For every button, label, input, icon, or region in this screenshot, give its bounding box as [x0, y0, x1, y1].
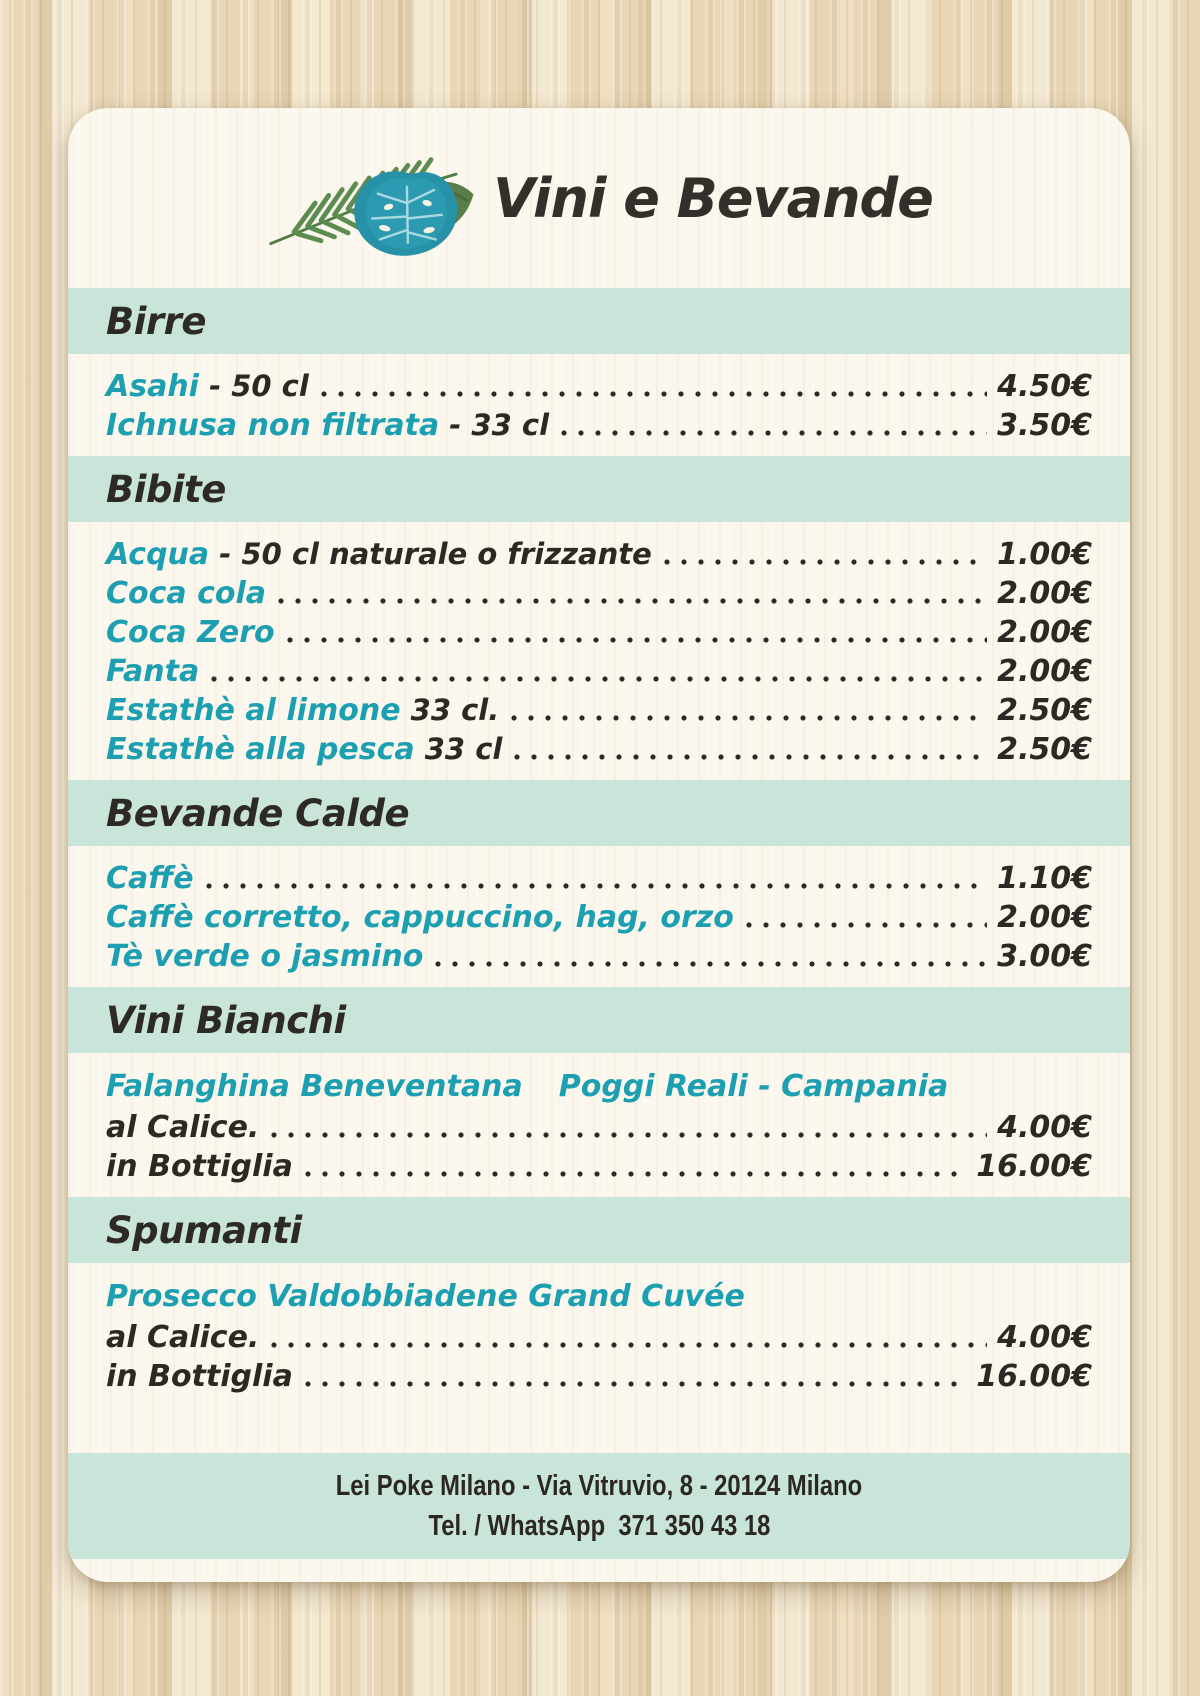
item-price: 2.00€: [997, 654, 1092, 689]
item-price: 1.10€: [997, 861, 1092, 896]
pour-price: 4.00€: [997, 1110, 1092, 1145]
menu-item-row: [106, 405, 1092, 444]
section-items-spumanti: [68, 1263, 1130, 1407]
item-price: 1.00€: [997, 537, 1092, 572]
page-title: Vini e Bevande: [493, 166, 933, 230]
footer-phone: Tel. / WhatsApp 371 350 43 18: [428, 1510, 770, 1542]
item-price: 2.00€: [997, 615, 1092, 650]
section-header-vini-bianchi: [68, 987, 1130, 1053]
dot-leader: [305, 1171, 966, 1177]
item-name: Estathè alla pesca: [106, 732, 415, 767]
section-title: Bibite: [106, 467, 226, 511]
menu-item-row: [106, 936, 1092, 975]
item-price: 4.50€: [997, 369, 1092, 404]
item-suffix: 33 cl: [414, 732, 503, 766]
menu-item-row: [106, 858, 1092, 897]
wine-name: Prosecco Valdobbiadene Grand Cuvée: [106, 1279, 745, 1314]
item-name: Estathè al limone: [106, 693, 401, 728]
dot-leader: [561, 430, 987, 436]
footer-band: [68, 1453, 1130, 1559]
item-price: 2.50€: [997, 693, 1092, 728]
menu-item-row: [106, 729, 1092, 768]
dot-leader: [664, 559, 987, 565]
dot-leader: [278, 598, 987, 604]
menu-item-row: [106, 612, 1092, 651]
item-name: Caffè: [106, 861, 194, 896]
item-price: 3.00€: [997, 939, 1092, 974]
item-suffix: - 50 cl naturale o frizzante: [209, 537, 652, 571]
wine-name-row: [106, 1065, 1092, 1107]
item-name: Acqua: [106, 537, 210, 572]
section-header-birre: [68, 288, 1130, 354]
dot-leader: [435, 961, 987, 967]
section-title: Bevande Calde: [106, 791, 410, 835]
item-name: Ichnusa non filtrata: [106, 408, 440, 443]
dot-leader: [305, 1381, 966, 1387]
menu-item-row: [106, 573, 1092, 612]
item-name: Tè verde o jasmino: [106, 939, 424, 974]
item-name: Fanta: [106, 654, 200, 689]
pour-row: [106, 1356, 1092, 1395]
pour-row: [106, 1107, 1092, 1146]
menu-card: [68, 108, 1130, 1582]
pour-label: in Bottiglia: [106, 1149, 293, 1184]
item-name: Caffè corretto, cappuccino, hag, orzo: [106, 900, 734, 935]
section-items-birre: [68, 354, 1130, 456]
item-suffix: - 33 cl: [439, 408, 550, 442]
monstera-leaf-icon: [354, 171, 457, 256]
dot-leader: [287, 637, 987, 643]
dot-leader: [206, 883, 988, 889]
pour-price: 4.00€: [997, 1320, 1092, 1355]
tropical-leaves-decoration: [265, 146, 487, 264]
pour-price: 16.00€: [976, 1149, 1092, 1184]
section-items-bevande-calde: [68, 846, 1130, 987]
section-title: Spumanti: [106, 1208, 302, 1252]
pour-row: [106, 1146, 1092, 1185]
section-header-spumanti: [68, 1197, 1130, 1263]
item-name: Coca cola: [106, 576, 267, 611]
menu-item-row: [106, 897, 1092, 936]
dot-leader: [746, 922, 987, 928]
pour-price: 16.00€: [976, 1359, 1092, 1394]
section-header-bevande-calde: [68, 780, 1130, 846]
item-name: Coca Zero: [106, 615, 275, 650]
wine-name-row: [106, 1275, 1092, 1317]
section-items-vini-bianchi: [68, 1053, 1130, 1197]
section-items-bibite: [68, 522, 1130, 780]
section-title: Vini Bianchi: [106, 998, 346, 1042]
dot-leader: [211, 676, 987, 682]
section-title: Birre: [106, 299, 206, 343]
footer-address: Lei Poke Milano - Via Vitruvio, 8 - 20124 Milano: [335, 1470, 863, 1502]
item-suffix: - 50 cl: [198, 369, 309, 403]
wine-detail: Poggi Reali - Campania: [558, 1069, 949, 1104]
item-suffix: 33 cl.: [400, 693, 500, 727]
menu-item-row: [106, 534, 1092, 573]
dot-leader: [511, 715, 987, 721]
pour-label: in Bottiglia: [106, 1359, 293, 1394]
menu-item-row: [106, 690, 1092, 729]
menu-item-row: [106, 366, 1092, 405]
wine-name: Falanghina Beneventana: [106, 1069, 523, 1104]
menu-item-row: [106, 651, 1092, 690]
pour-row: [106, 1317, 1092, 1356]
dot-leader: [321, 391, 987, 397]
item-price: 3.50€: [997, 408, 1092, 443]
item-price: 2.00€: [997, 900, 1092, 935]
section-header-bibite: [68, 456, 1130, 522]
dot-leader: [514, 754, 987, 760]
item-price: 2.50€: [997, 732, 1092, 767]
menu-header: [68, 108, 1130, 288]
dot-leader: [271, 1342, 987, 1348]
item-price: 2.00€: [997, 576, 1092, 611]
item-name: Asahi: [106, 369, 199, 404]
dot-leader: [271, 1132, 987, 1138]
pour-label: al Calice.: [106, 1110, 260, 1145]
pour-label: al Calice.: [106, 1320, 260, 1355]
